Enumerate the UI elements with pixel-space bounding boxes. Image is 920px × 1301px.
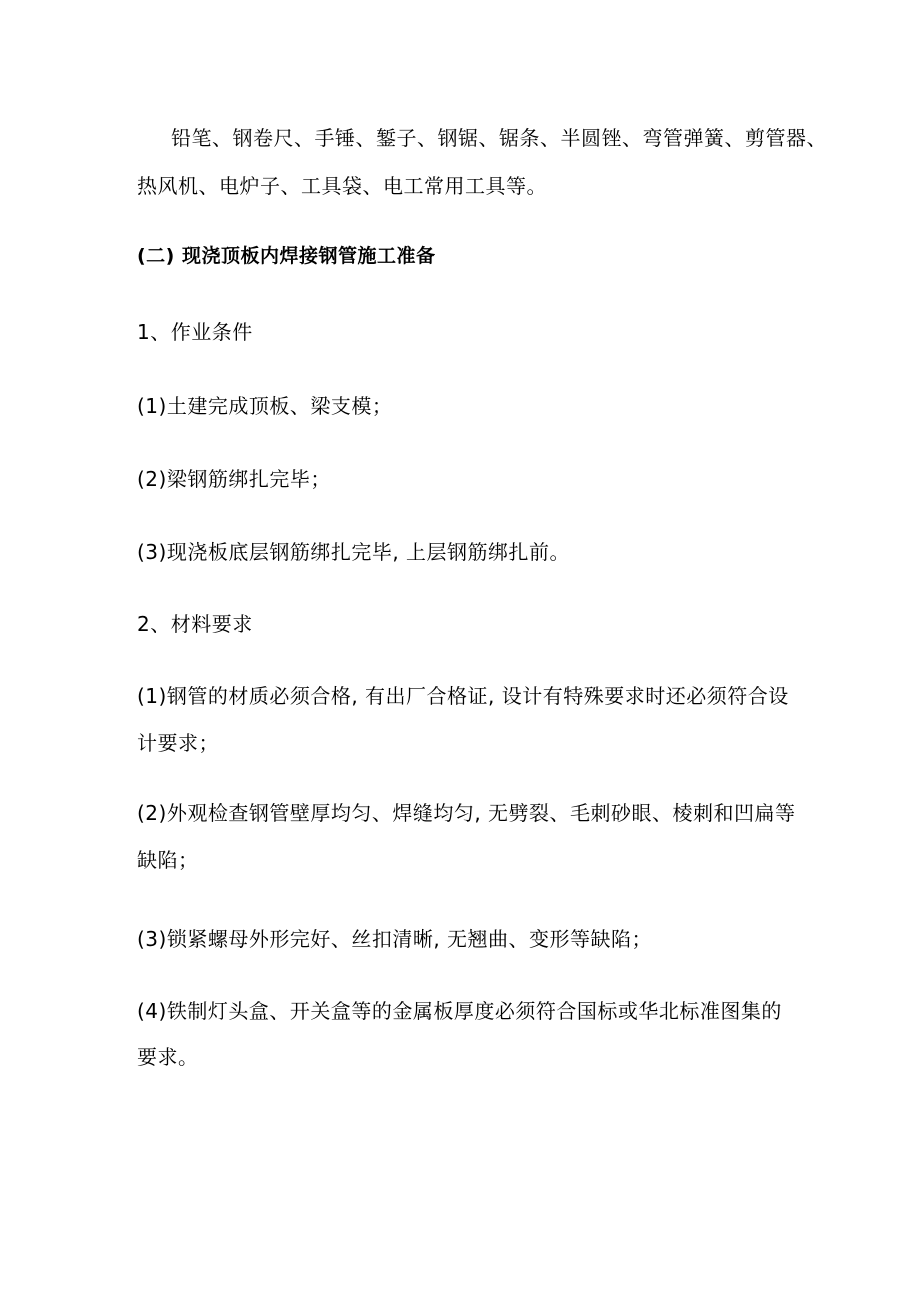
sub2-heading: 2、材料要求: [137, 612, 253, 636]
sub1-heading: 1、作业条件: [137, 320, 253, 344]
sub2-item-2-line2: 缺陷；: [137, 848, 199, 872]
sub2-item-2-line1: (2)外观检查钢管壁厚均匀、焊缝均匀, 无劈裂、毛刺砂眼、棱刺和凹扁等: [137, 801, 796, 825]
intro-line-1: 铅笔、钢卷尺、手锤、錾子、钢锯、锯条、半圆锉、弯管弹簧、剪管器、: [171, 126, 827, 150]
sub2-item-1-line2: 计要求；: [137, 731, 219, 755]
sub2-item-4-line1: (4)铁制灯头盒、开关盒等的金属板厚度必须符合国标或华北标准图集的: [137, 999, 782, 1023]
sub1-item-1: (1)土建完成顶板、梁支模；: [137, 394, 393, 418]
section-heading: (二) 现浇顶板内焊接钢管施工准备: [137, 245, 436, 267]
sub2-item-3-line1: (3)锁紧螺母外形完好、丝扣清晰, 无翘曲、变形等缺陷；: [137, 927, 653, 951]
sub2-item-4-line2: 要求。: [137, 1045, 199, 1069]
sub2-item-1-line1: (1)钢管的材质必须合格, 有出厂合格证, 设计有特殊要求时还必须符合设: [137, 684, 789, 708]
sub1-item-2: (2)梁钢筋绑扎完毕；: [137, 467, 331, 491]
intro-line-2: 热风机、电炉子、工具袋、电工常用工具等。: [137, 174, 547, 198]
sub1-item-3: (3)现浇板底层钢筋绑扎完毕, 上层钢筋绑扎前。: [137, 540, 571, 564]
